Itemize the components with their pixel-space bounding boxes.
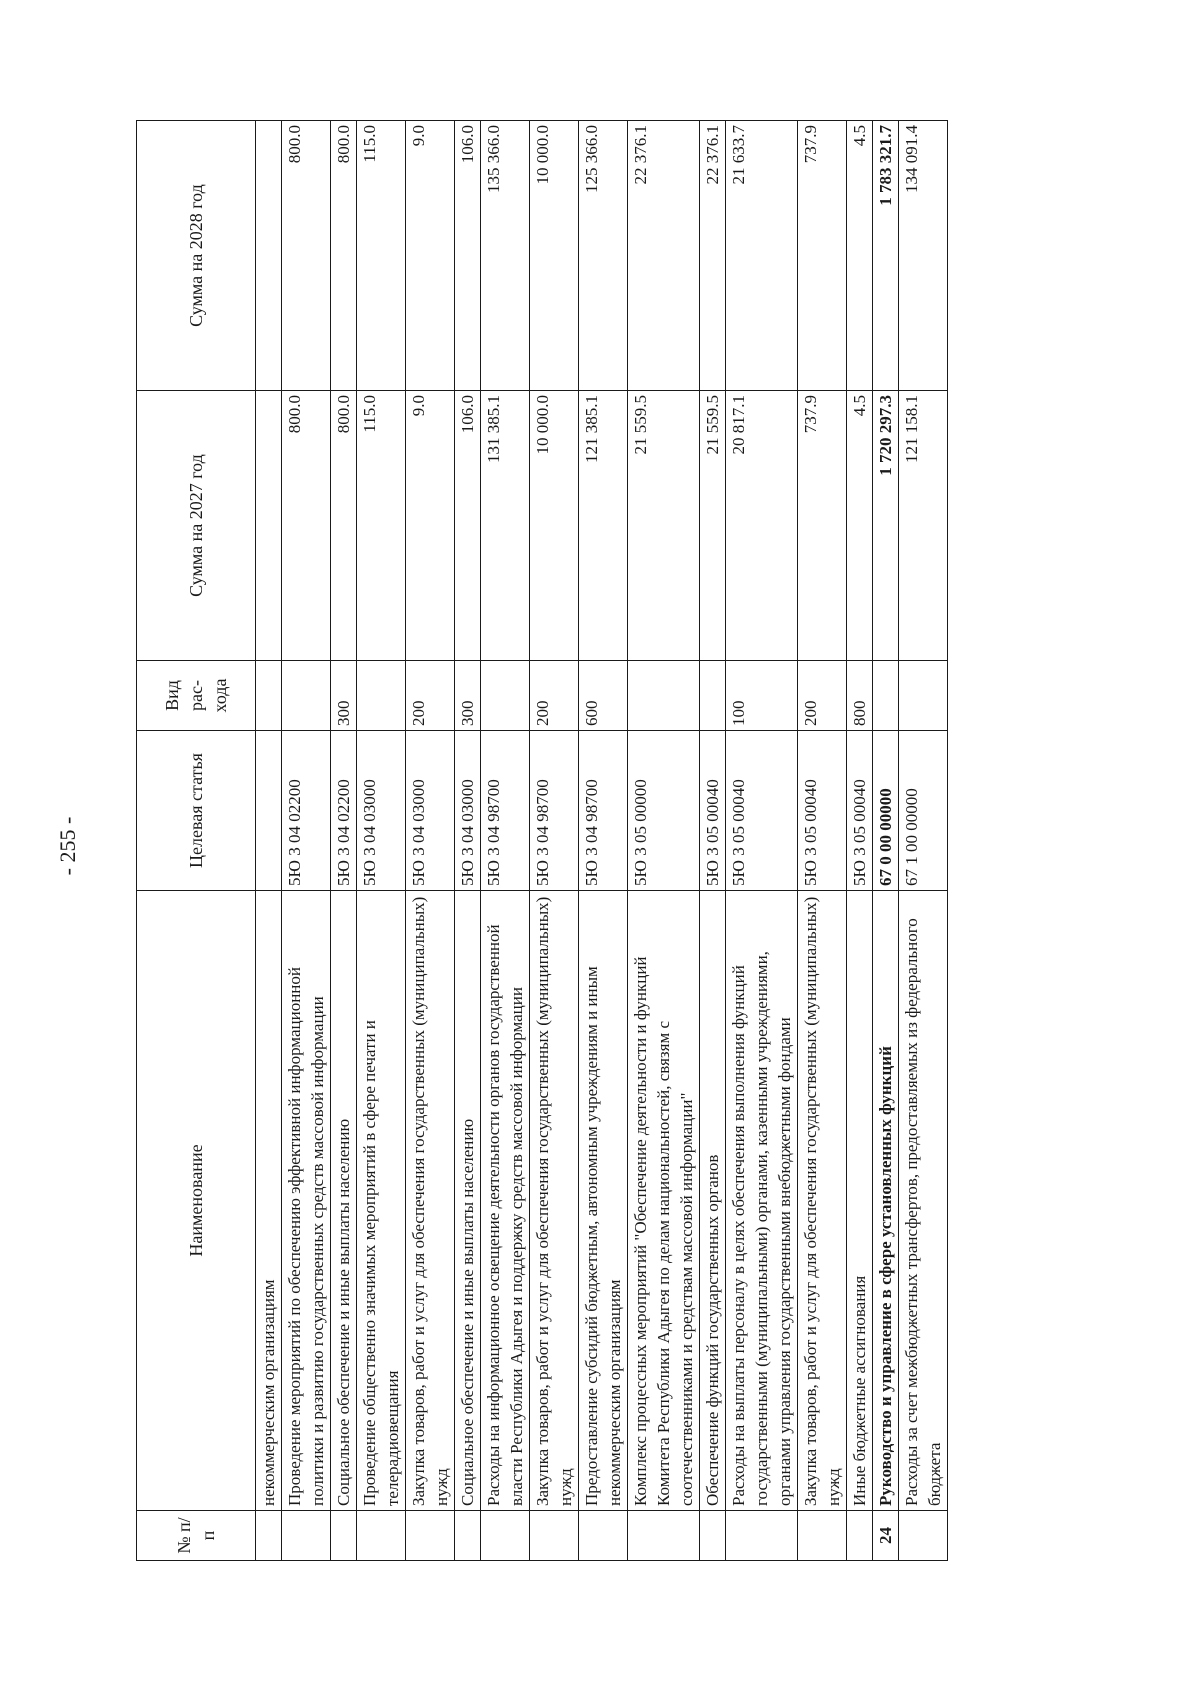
row-target-article: 5Ю 3 05 00040 [700,731,726,891]
row-name: Руководство и управление в сфере установленных функций [873,891,899,1511]
row-sum-2028: 106.0 [455,121,481,391]
row-sum-2027: 21 559.5 [700,391,726,661]
row-number [798,1511,847,1561]
table-row [899,121,948,1561]
row-expense-kind [256,661,282,731]
row-target-article: 5Ю 3 04 03000 [455,731,481,891]
row-expense-kind [357,661,406,731]
row-sum-2028: 9.0 [406,121,455,391]
row-number [700,1511,726,1561]
row-expense-kind [282,661,331,731]
row-target-article [256,731,282,891]
row-name: Проведение общественно значимых мероприятий в сфере печати и телерадиовещания [357,891,406,1511]
row-expense-kind [481,661,530,731]
table-row [357,121,406,1561]
row-number [357,1511,406,1561]
table-body [256,121,948,1561]
row-name: Комплекс процессных мероприятий "Обеспечение деятельности и функций Комитета Республики Адыгея по делам национальностей, связям с соотечественниками и средствам массовой информации" [628,891,700,1511]
table-row [282,121,331,1561]
row-name: Расходы за счет межбюджетных трансфертов, предоставляемых из федерального бюджета [899,891,948,1511]
header-target-article: Целевая статья [137,731,256,891]
row-name: Социальное обеспечение и иные выплаты населению [455,891,481,1511]
row-name: Закупка товаров, работ и услуг для обеспечения государственных (муниципальных) нужд [406,891,455,1511]
row-expense-kind: 600 [579,661,628,731]
row-sum-2028: 737.9 [798,121,847,391]
row-sum-2027: 121 158.1 [899,391,948,661]
row-expense-kind [873,661,899,731]
row-sum-2027: 4.5 [847,391,873,661]
row-number [481,1511,530,1561]
row-sum-2027: 131 385.1 [481,391,530,661]
row-target-article: 5Ю 3 04 03000 [406,731,455,891]
row-target-article: 5Ю 3 04 02200 [282,731,331,891]
row-sum-2028: 10 000.0 [530,121,579,391]
row-name: Проведение мероприятий по обеспечению эффективной информационной политики и развитию государственных средств массовой информации [282,891,331,1511]
row-target-article: 5Ю 3 04 98700 [481,731,530,891]
row-target-article: 5Ю 3 04 03000 [357,731,406,891]
row-sum-2028: 1 783 321.7 [873,121,899,391]
row-sum-2028 [256,121,282,391]
budget-table [136,120,948,1561]
header-name: Наименование [137,891,256,1511]
table-row [847,121,873,1561]
row-name: Иные бюджетные ассигнования [847,891,873,1511]
row-sum-2028: 125 366.0 [579,121,628,391]
row-name: Расходы на информационное освещение деятельности органов государственной власти Республики Адыгея и поддержку средств массовой информации [481,891,530,1511]
row-number [726,1511,798,1561]
row-name: Закупка товаров, работ и услуг для обеспечения государственных (муниципальных) нужд [798,891,847,1511]
row-number [256,1511,282,1561]
row-number: 24 [873,1511,899,1561]
table-row [579,121,628,1561]
row-number [530,1511,579,1561]
table-row [481,121,530,1561]
row-expense-kind: 200 [406,661,455,731]
row-sum-2027: 1 720 297.3 [873,391,899,661]
row-number [628,1511,700,1561]
table-row [700,121,726,1561]
row-sum-2028: 134 091.4 [899,121,948,391]
table-row [406,121,455,1561]
table-row [726,121,798,1561]
row-sum-2027: 20 817.1 [726,391,798,661]
row-name: Расходы на выплаты персоналу в целях обеспечения выполнения функций государственными (муниципальными) органами, казенными учреждениями, органами управления государственными внебюджетными фондами [726,891,798,1511]
header-sum-2027: Сумма на 2027 год [137,391,256,661]
row-sum-2028: 4.5 [847,121,873,391]
row-sum-2028: 22 376.1 [628,121,700,391]
row-sum-2028: 800.0 [331,121,357,391]
row-sum-2028: 800.0 [282,121,331,391]
row-sum-2027: 800.0 [331,391,357,661]
row-target-article: 5Ю 3 04 98700 [530,731,579,891]
header-number: № п/п [137,1511,256,1561]
row-name: Обеспечение функций государственных органов [700,891,726,1511]
row-expense-kind: 200 [798,661,847,731]
row-sum-2027: 21 559.5 [628,391,700,661]
row-expense-kind [628,661,700,731]
row-number [579,1511,628,1561]
page-number: - 255 - [55,816,80,876]
row-target-article: 5Ю 3 05 00000 [628,731,700,891]
table-row [455,121,481,1561]
row-expense-kind: 300 [455,661,481,731]
row-name: Закупка товаров, работ и услуг для обеспечения государственных (муниципальных) нужд [530,891,579,1511]
row-sum-2027: 800.0 [282,391,331,661]
row-target-article: 67 0 00 00000 [873,731,899,891]
row-sum-2027: 10 000.0 [530,391,579,661]
table-header-row [137,121,256,1561]
row-sum-2028: 21 633.7 [726,121,798,391]
row-expense-kind: 100 [726,661,798,731]
row-number [331,1511,357,1561]
table-row [256,121,282,1561]
budget-table-rotated [136,121,1065,1561]
row-number [406,1511,455,1561]
table-row [530,121,579,1561]
table-row [873,121,899,1561]
row-target-article: 5Ю 3 05 00040 [798,731,847,891]
row-expense-kind: 200 [530,661,579,731]
row-number [847,1511,873,1561]
row-sum-2027: 9.0 [406,391,455,661]
row-sum-2028: 22 376.1 [700,121,726,391]
row-expense-kind [899,661,948,731]
row-number [282,1511,331,1561]
row-name: Предоставление субсидий бюджетным, автономным учреждениям и иным некоммерческим организациям [579,891,628,1511]
header-sum-2028: Сумма на 2028 год [137,121,256,391]
row-target-article: 5Ю 3 04 02200 [331,731,357,891]
row-number [899,1511,948,1561]
table-row [628,121,700,1561]
row-sum-2027 [256,391,282,661]
row-expense-kind [700,661,726,731]
row-number [455,1511,481,1561]
table-row [798,121,847,1561]
table-row [331,121,357,1561]
row-sum-2028: 115.0 [357,121,406,391]
row-sum-2027: 106.0 [455,391,481,661]
row-target-article: 5Ю 3 04 98700 [579,731,628,891]
row-expense-kind: 300 [331,661,357,731]
row-sum-2028: 135 366.0 [481,121,530,391]
row-target-article: 5Ю 3 05 00040 [726,731,798,891]
row-name: Социальное обеспечение и иные выплаты населению [331,891,357,1511]
row-sum-2027: 737.9 [798,391,847,661]
row-sum-2027: 115.0 [357,391,406,661]
row-expense-kind: 800 [847,661,873,731]
row-target-article: 5Ю 3 05 00040 [847,731,873,891]
row-sum-2027: 121 385.1 [579,391,628,661]
row-name: некоммерческим организациям [256,891,282,1511]
row-target-article: 67 1 00 00000 [899,731,948,891]
header-expense-kind: Вид рас- хода [137,661,256,731]
